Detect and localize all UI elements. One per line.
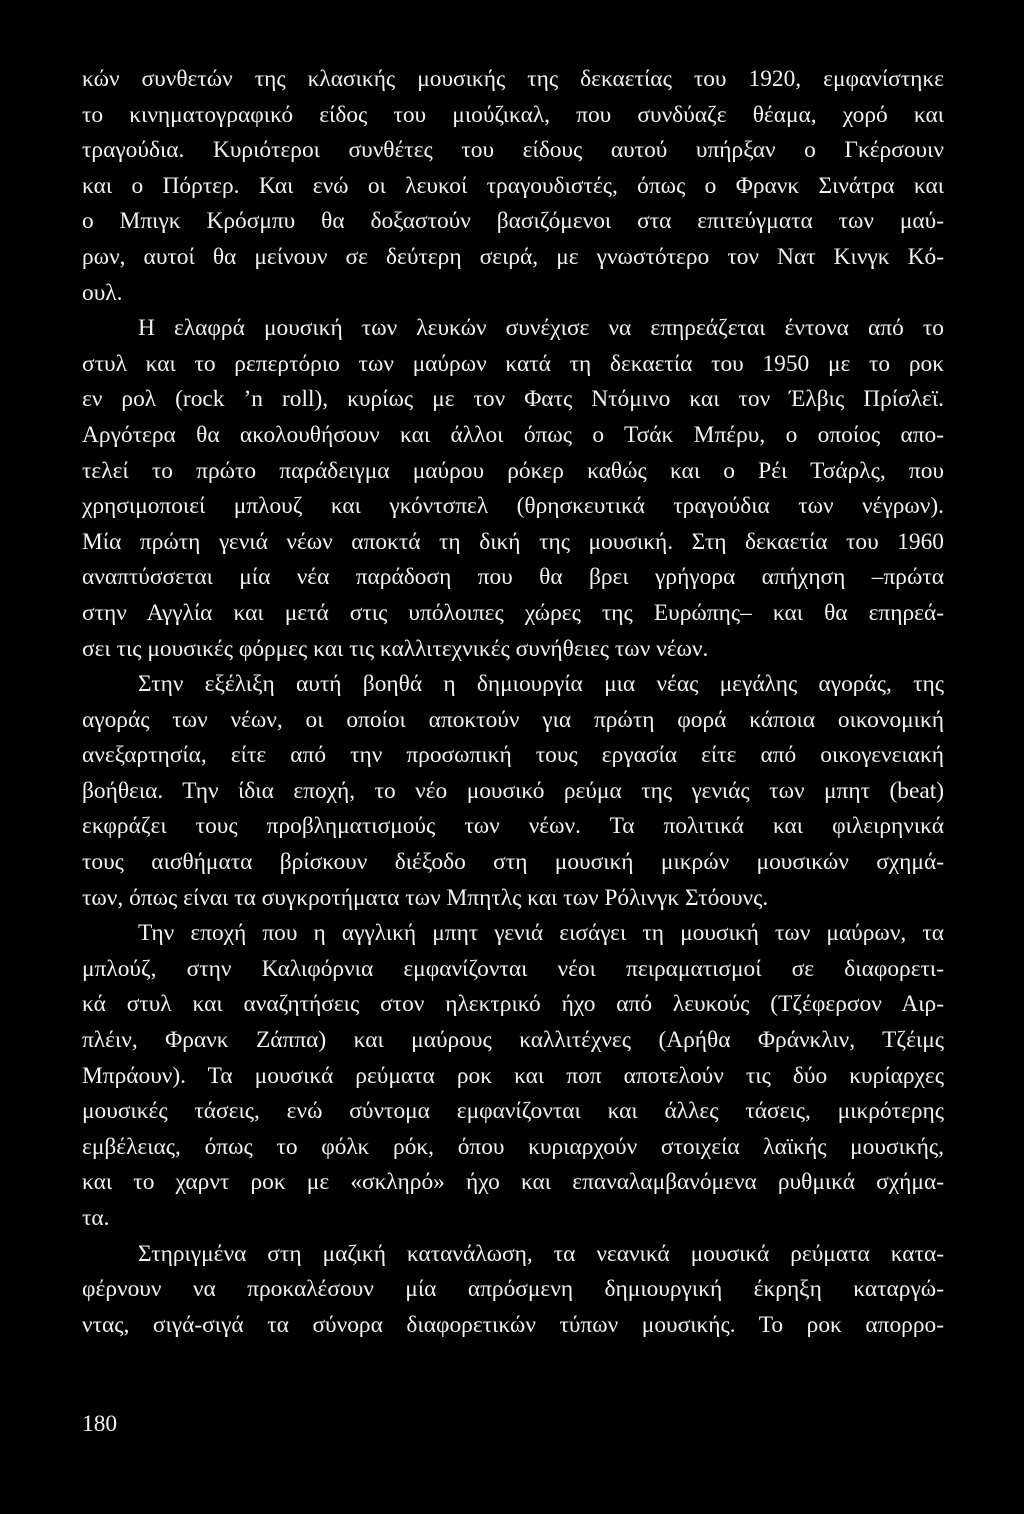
text-line: των, όπως είναι τα συγκροτήματα των Μπητλς και των Ρόλινγκ Στόουνς.: [82, 884, 769, 911]
text-line: αγοράς των νέων, οι οποίοι αποκτούν για πρώτη φορά κάποια οικονομική: [82, 706, 944, 733]
text-line: μουσικές τάσεις, ενώ σύντομα εμφανίζονται και άλλες τάσεις, μικρότερης: [82, 1098, 944, 1125]
text-line: ρων, αυτοί θα μείνουν σε δεύτερη σειρά, με γνωστότερο τον Νατ Κινγκ Κό-: [82, 243, 944, 270]
text-line: εν ρολ (rock ’n roll), κυρίως με τον Φατς Ντόμινο και τον Έλβις Πρίσλεϊ.: [82, 386, 944, 413]
text-line: Η ελαφρά μουσική των λευκών συνέχισε να επηρεάζεται έντονα από το: [138, 315, 944, 342]
text-line: σει τις μουσικές φόρμες και τις καλλιτεχνικές συνήθειες των νέων.: [82, 635, 709, 662]
text-line: Μπράουν). Τα μουσικά ρεύματα ροκ και ποπ αποτελούν τις δύο κυρίαρχες: [82, 1062, 944, 1089]
text-line: τραγούδια. Κυριότεροι συνθέτες του είδους αυτού υπήρξαν ο Γκέρσουιν: [82, 137, 944, 164]
text-line: Μία πρώτη γενιά νέων αποκτά τη δική της μουσική. Στη δεκαετία του 1960: [82, 528, 944, 555]
text-line: αναπτύσσεται μία νέα παράδοση που θα βρει γρήγορα απήχηση –πρώτα: [82, 564, 944, 591]
text-line: Στην εξέλιξη αυτή βοηθά η δημιουργία μια νέας μεγάλης αγοράς, της: [138, 671, 944, 698]
text-line: κά στυλ και αναζητήσεις στον ηλεκτρικό ήχο από λευκούς (Τζέφερσον Αιρ-: [82, 991, 944, 1018]
text-line: Την εποχή που η αγγλική μπητ γενιά εισάγει τη μουσική των μαύρων, τα: [138, 920, 944, 947]
text-line: τους αισθήματα βρίσκουν διέξοδο στη μουσική μικρών μουσικών σχημά-: [82, 849, 944, 876]
text-line: ντας, σιγά-σιγά τα σύνορα διαφορετικών τύπων μουσικής. Το ροκ απορρο-: [82, 1311, 944, 1338]
text-line: ο Μπιγκ Κρόσμπυ θα δοξαστούν βασιζόμενοι στα επιτεύγματα των μαύ-: [82, 208, 944, 235]
text-line: κών συνθετών της κλασικής μουσικής της δεκαετίας του 1920, εμφανίστηκε: [82, 66, 944, 92]
text-line: και ο Πόρτερ. Και ενώ οι λευκοί τραγουδιστές, όπως ο Φρανκ Σινάτρα και: [82, 172, 944, 199]
text-line: στην Αγγλία και μετά στις υπόλοιπες χώρες της Ευρώπης– και θα επηρεά-: [82, 599, 944, 626]
text-line: Αργότερα θα ακολουθήσουν και άλλοι όπως ο Τσάκ Μπέρυ, ο οποίος απο-: [82, 421, 944, 448]
text-line: φέρνουν να προκαλέσουν μία απρόσμενη δημιουργική έκρηξη καταργώ-: [82, 1276, 944, 1303]
text-line: ανεξαρτησία, είτε από την προσωπική τους εργασία είτε από οικογενειακή: [82, 742, 944, 769]
body-text: [82, 62, 944, 1343]
text-line: το κινηματογραφικό είδος του μιούζικαλ, που συνδύαζε θέαμα, χορό και: [82, 101, 944, 128]
page-number: 180: [82, 1411, 118, 1437]
text-line: τα.: [82, 1205, 110, 1231]
text-line: και το χαρντ ροκ με «σκληρό» ήχο και επαναλαμβανόμενα ρυθμικά σχήμα-: [82, 1169, 944, 1196]
text-line: χρησιμοποιεί μπλουζ και γκόντσπελ (θρησκευτικά τραγούδια των νέγρων).: [82, 493, 944, 520]
text-line: εκφράζει τους προβληματισμούς των νέων. Τα πολιτικά και φιλειρηνικά: [82, 813, 944, 840]
text-line: πλέιν, Φρανκ Ζάππα) και μαύρους καλλιτέχνες (Αρήθα Φράνκλιν, Τζέιμς: [82, 1027, 944, 1054]
text-line: τελεί το πρώτο παράδειγμα μαύρου ρόκερ καθώς και ο Ρέι Τσάρλς, που: [82, 457, 944, 484]
text-line: ουλ.: [82, 279, 123, 306]
text-line: μπλούζ, στην Καλιφόρνια εμφανίζονται νέοι πειραματισμοί σε διαφορετι-: [82, 955, 944, 982]
text-line: στυλ και το ρεπερτόριο των μαύρων κατά τη δεκαετία του 1950 με το ροκ: [82, 350, 944, 377]
text-line: εμβέλειας, όπως το φόλκ ρόκ, όπου κυριαρχούν στοιχεία λαϊκής μουσικής,: [82, 1133, 944, 1160]
text-line: βοήθεια. Την ίδια εποχή, το νέο μουσικό ρεύμα της γενιάς των μπητ (beat): [82, 777, 944, 804]
text-line: Στηριγμένα στη μαζική κατανάλωση, τα νεανικά μουσικά ρεύματα κατα-: [138, 1240, 944, 1267]
